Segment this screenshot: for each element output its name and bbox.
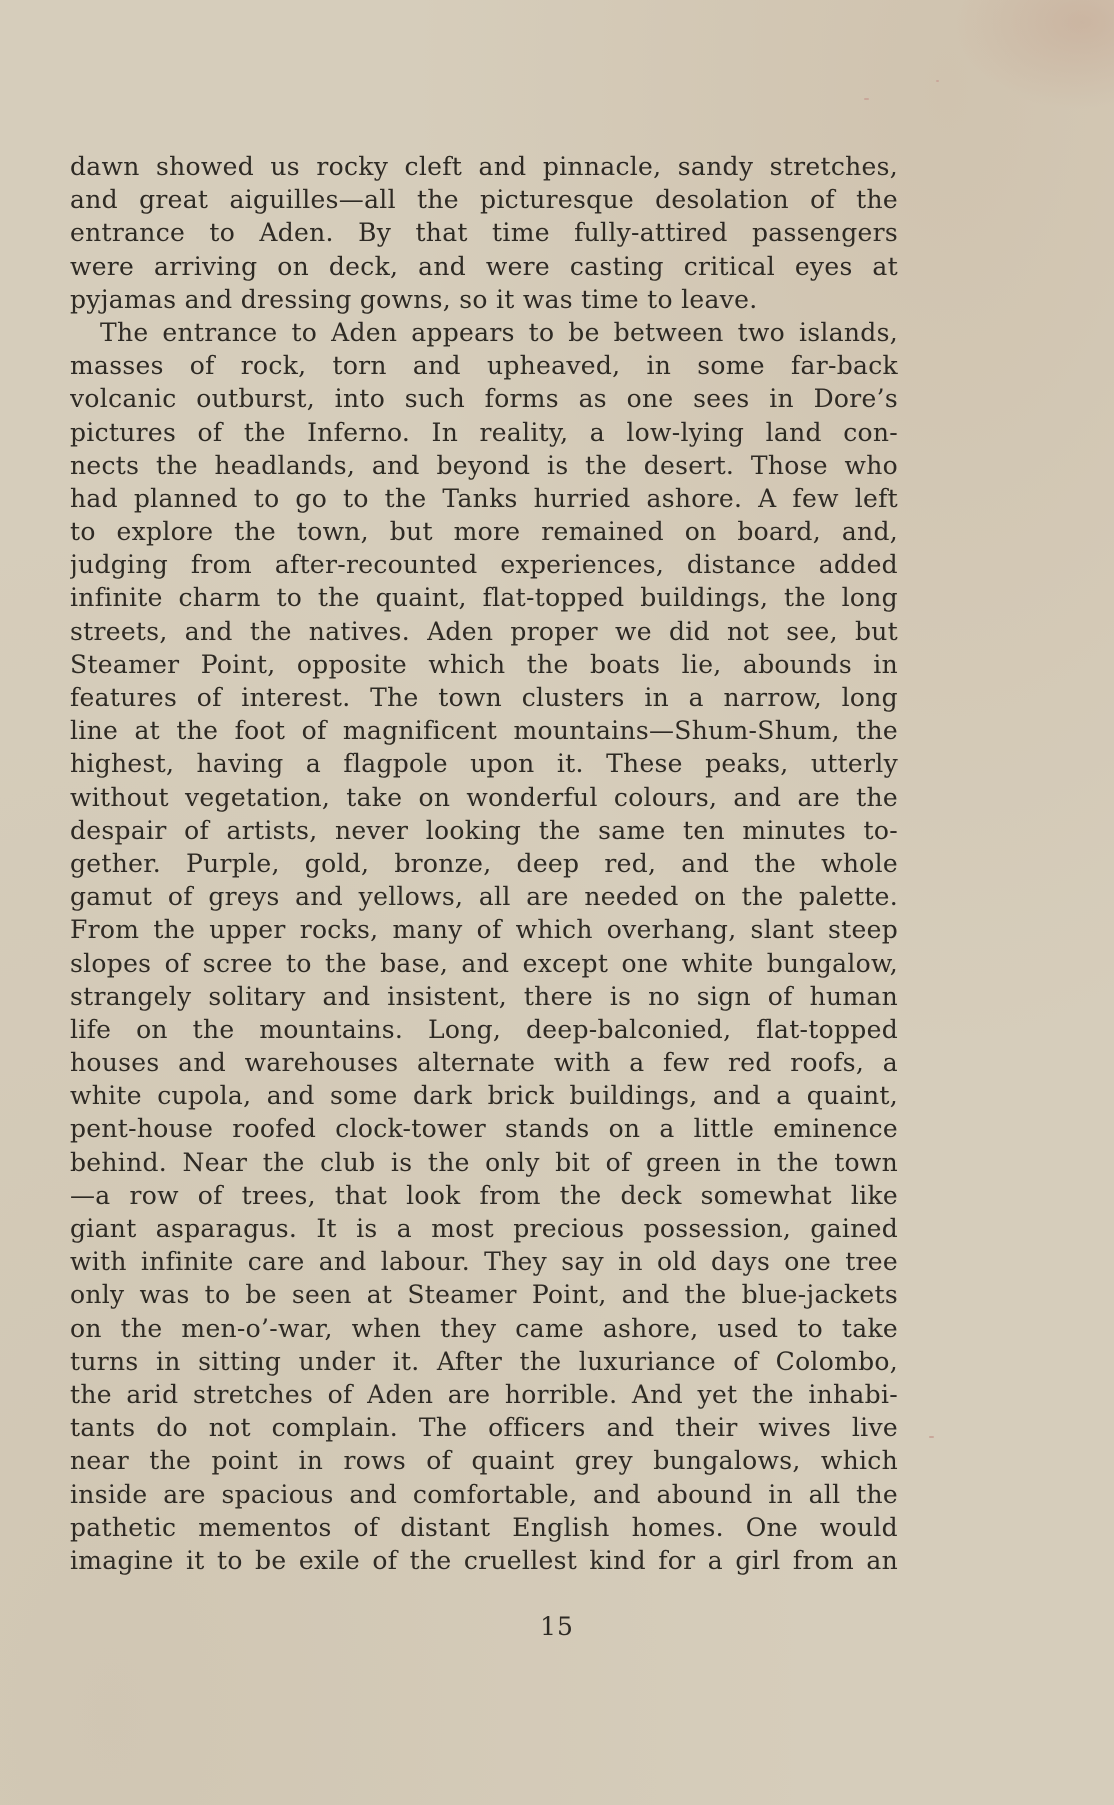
text-line: had planned to go to the Tanks hurried ashore. A few left: [70, 483, 898, 513]
text-line: slopes of scree to the base, and except one white bungalow,: [70, 948, 898, 978]
text-line: masses of rock, torn and upheaved, in some far-back: [70, 351, 898, 381]
text-line: The entrance to Aden appears to be between two islands,: [100, 317, 898, 347]
text-line: near the point in rows of quaint grey bungalows, which: [70, 1446, 898, 1476]
text-line: houses and warehouses alternate with a few red roofs, a: [70, 1048, 898, 1078]
text-line: to explore the town, but more remained on board, and,: [70, 517, 898, 547]
paper-stain: [954, 0, 1114, 110]
text-line: —a row of trees, that look from the deck somewhat like: [70, 1180, 898, 1210]
paper-speck: [864, 98, 869, 100]
text-line: tants do not complain. The officers and their wives live: [70, 1413, 898, 1443]
text-line: gether. Purple, gold, bronze, deep red, and the whole: [70, 848, 898, 878]
text-line: pathetic mementos of distant English homes. One would: [70, 1512, 898, 1542]
text-line: gamut of greys and yellows, all are needed on the palette.: [70, 882, 898, 912]
text-line: volcanic outburst, into such forms as one sees in Dore’s: [70, 384, 898, 414]
text-line: dawn showed us rocky cleft and pinnacle, sandy stretches,: [70, 152, 898, 181]
text-line: despair of artists, never looking the same ten minutes to-: [70, 815, 898, 845]
text-line: streets, and the natives. Aden proper we did not see, but: [70, 616, 898, 646]
text-line: were arriving on deck, and were casting critical eyes at: [70, 251, 898, 281]
page-number: 15: [540, 1612, 574, 1641]
text-line: only was to be seen at Steamer Point, and the blue-jackets: [70, 1280, 898, 1310]
text-line: white cupola, and some dark brick buildings, and a quaint,: [70, 1081, 898, 1111]
text-line: life on the mountains. Long, deep-balconied, flat-topped: [70, 1014, 898, 1044]
text-line: giant asparagus. It is a most precious possession, gained: [70, 1214, 898, 1243]
text-line: the arid stretches of Aden are horrible. And yet the inhabi-: [70, 1379, 898, 1409]
text-line: features of interest. The town clusters in a narrow, long: [70, 683, 898, 712]
text-line: on the men-o’-war, when they came ashore, used to take: [70, 1313, 898, 1343]
text-line: turns in sitting under it. After the luxuriance of Colombo,: [70, 1346, 898, 1376]
text-line: highest, having a flagpole upon it. These peaks, utterly: [70, 749, 898, 779]
text-line: infinite charm to the quaint, flat-topped buildings, the long: [70, 583, 898, 613]
text-line: Steamer Point, opposite which the boats lie, abounds in: [70, 649, 898, 679]
text-line: pent-house roofed clock-tower stands on a little eminence: [70, 1114, 898, 1144]
text-line: and great aiguilles—all the picturesque desolation of the: [70, 185, 898, 215]
text-line: From the upper rocks, many of which overhang, slant steep: [70, 915, 898, 945]
body-text: [70, 150, 898, 1577]
text-line: imagine it to be exile of the cruellest kind for a girl from an: [70, 1545, 898, 1575]
text-line: behind. Near the club is the only bit of green in the town: [70, 1147, 898, 1177]
text-line: judging from after-recounted experiences, distance added: [70, 550, 898, 580]
text-line: line at the foot of magnificent mountains—Shum-Shum, the: [70, 716, 898, 746]
paper-speck: [929, 1436, 934, 1438]
text-line: with infinite care and labour. They say in old days one tree: [70, 1247, 898, 1277]
text-line: inside are spacious and comfortable, and abound in all the: [70, 1479, 898, 1509]
text-line: entrance to Aden. By that time fully-attired passengers: [70, 218, 898, 248]
text-line: pyjamas and dressing gowns, so it was time to leave.: [70, 284, 758, 314]
text-line: strangely solitary and insistent, there is no sign of human: [70, 981, 898, 1011]
paper-speck: [936, 80, 939, 82]
text-line: without vegetation, take on wonderful colours, and are the: [70, 782, 898, 812]
text-line: nects the headlands, and beyond is the desert. Those who: [70, 450, 898, 480]
text-line: pictures of the Inferno. In reality, a low-lying land con-: [70, 417, 898, 447]
